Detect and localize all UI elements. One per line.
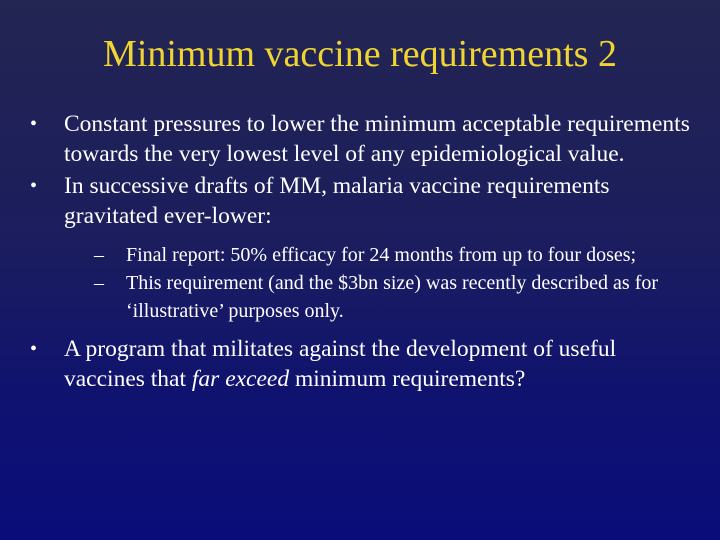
slide-title: Minimum vaccine requirements 2 [103, 33, 617, 75]
sub-bullet-marker: – [94, 272, 104, 294]
sub-bullet-list [30, 241, 700, 325]
bullet-text: In successive drafts of MM, malaria vaccine requirements gravitated ever-lower: [64, 173, 610, 229]
bullet-text-emphasis: far exceed [191, 365, 290, 392]
sub-bullet-item [30, 241, 700, 269]
bullet-marker: • [30, 175, 38, 197]
bullet-text-before: A program that militates against the development of useful vaccines that [64, 336, 617, 392]
sub-bullet-text: Final report: 50% efficacy for 24 months from up to four doses; [126, 244, 637, 266]
sub-bullet-marker: – [94, 244, 104, 266]
bullet-marker: • [30, 338, 38, 360]
bullet-text-after: minimum requirements? [289, 365, 526, 392]
sub-bullet-item [30, 269, 700, 325]
bullet-text: Constant pressures to lower the minimum acceptable requirements towards the very lowest level of any epidemiological value. [64, 111, 690, 167]
bullet-item [30, 110, 700, 169]
bullet-item [30, 335, 700, 394]
slide-body [30, 110, 700, 397]
sub-bullet-text: This requirement (and the $3bn size) was recently described as for ‘illustrative’ purposes only. [126, 272, 659, 322]
bullet-marker: • [30, 113, 38, 135]
bullet-item [30, 172, 700, 231]
